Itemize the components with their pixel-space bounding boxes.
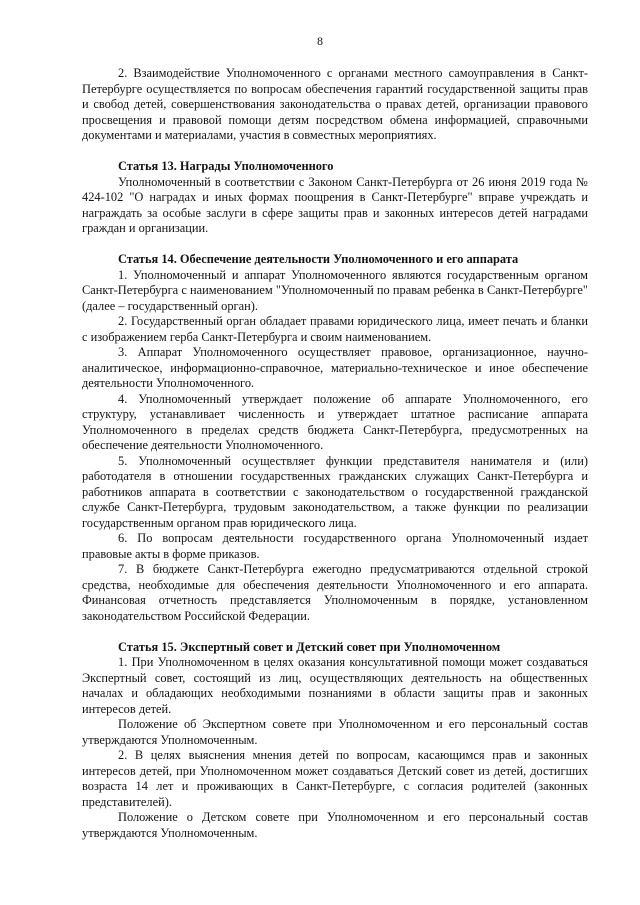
article-15-paragraph-2-statute: Положение о Детском совете при Уполномоченном и его персональный состав утверждаются Уполномоченным. bbox=[82, 810, 588, 840]
article-15-paragraph-1: 1. При Уполномоченном в целях оказания консультативной помощи может создаваться Экспертный совет, состоящий из лиц, осуществляющих деятельность на общественных началах и обладающих необходимыми познаниями в области защиты прав и законных интересов детей. bbox=[82, 655, 588, 716]
article-15-title: Статья 15. Экспертный совет и Детский совет при Уполномоченном bbox=[118, 639, 501, 654]
document-body bbox=[82, 66, 588, 841]
article-13-paragraph-1: Уполномоченный в соответствии с Законом Санкт-Петербурга от 26 июня 2019 года № 424-102 "О наградах и иных формах поощрения в Санкт-Петербурге" вправе учреждать и награждать за особые заслуги в сфере защиты прав и законных интересов детей наградами граждан и организации. bbox=[82, 174, 588, 235]
article-15-paragraph-1-statute: Положение об Экспертном совете при Уполномоченном и его персональный состав утверждаются Уполномоченным. bbox=[82, 717, 588, 747]
page-number: 8 bbox=[317, 34, 323, 48]
article-14-paragraph-7: 7. В бюджете Санкт-Петербурга ежегодно предусматриваются отдельной строкой средства, необходимые для обеспечения деятельности Уполномоченного и его аппарата. Финансовая отчетность представляется Уполномоченным в порядке, установленном законодательством Российской Федерации. bbox=[82, 562, 588, 623]
article-12-paragraph-2: 2. Взаимодействие Уполномоченного с органами местного самоуправления в Санкт-Петербурге осуществляется по вопросам обеспечения гарантий государственной защиты прав и свобод детей, совершенствования законодательства о правах детей, организации правового просвещения и правовой помощи детям посредством обмена информацией, справочными документами и материалами, участия в совместных мероприятиях. bbox=[82, 66, 588, 142]
article-14-title: Статья 14. Обеспечение деятельности Уполномоченного и его аппарата bbox=[118, 252, 519, 266]
spacer bbox=[82, 144, 588, 160]
article-14-paragraph-2: 2. Государственный орган обладает правами юридического лица, имеет печать и бланки с изображением герба Санкт-Петербурга и своим наименованием. bbox=[82, 314, 588, 344]
article-14-paragraph-5: 5. Уполномоченный осуществляет функции представителя нанимателя и (или) работодателя в отношении государственных гражданских служащих Санкт-Петербурга и работников аппарата в соответствии с законодательством о государственной гражданской службе Санкт-Петербурга, трудовым законодательством, а также функции по реализации государственным органом прав юридического лица. bbox=[82, 453, 588, 530]
spacer bbox=[82, 237, 588, 253]
article-14-paragraph-6: 6. По вопросам деятельности государственного органа Уполномоченный издает правовые акты в форме приказов. bbox=[82, 531, 588, 561]
spacer bbox=[82, 624, 588, 640]
article-14-paragraph-3: 3. Аппарат Уполномоченного осуществляет правовое, организационное, научно-аналитическое, информационно-справочное, материально-техническое и иное обеспечение деятельности Уполномоченного. bbox=[82, 345, 588, 390]
article-14-paragraph-1: 1. Уполномоченный и аппарат Уполномоченного являются государственным органом Санкт-Петербурга с наименованием "Уполномоченный по правам ребенка в Санкт-Петербурге" (далее – государственный орган). bbox=[82, 267, 588, 313]
article-15-paragraph-2: 2. В целях выяснения мнения детей по вопросам, касающимся прав и законных интересов детей, при Уполномоченном может создаваться Детский совет из детей, достигших возраста 14 лет и проживающих в Санкт-Петербурге, с согласия родителей (законных представителей). bbox=[82, 748, 588, 809]
article-13-title: Статья 13. Награды Уполномоченного bbox=[118, 159, 334, 173]
article-14-paragraph-4: 4. Уполномоченный утверждает положение об аппарате Уполномоченного, его структуру, устанавливает численность и утверждает штатное расписание аппарата Уполномоченного в пределах средств бюджета Санкт-Петербурга, предусмотренных на обеспечение деятельности Уполномоченного. bbox=[82, 391, 588, 452]
